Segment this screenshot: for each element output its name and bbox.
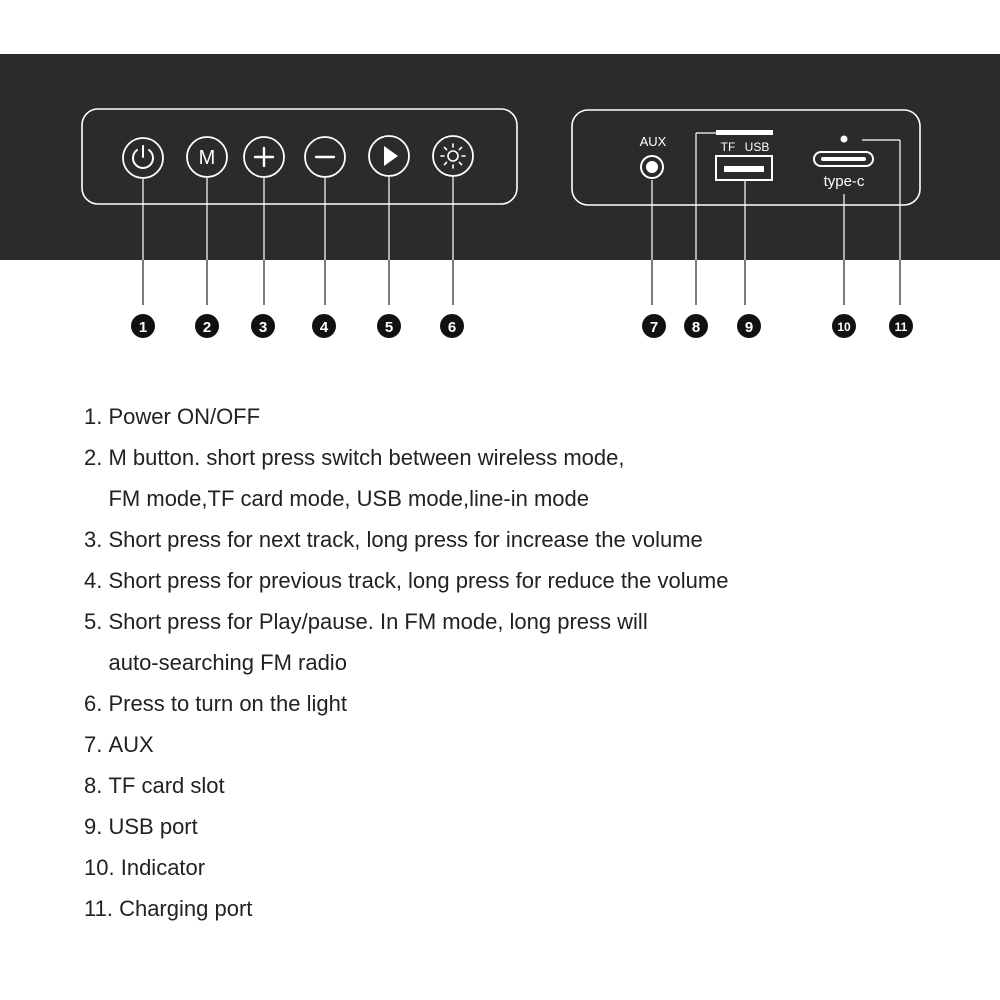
legend-item	[84, 765, 964, 806]
leader-lines-panel	[143, 133, 900, 260]
legend-list	[84, 396, 964, 929]
legend-text: Power ON/OFF	[108, 404, 261, 429]
legend-text: USB port	[108, 814, 198, 839]
marker-4	[312, 314, 336, 338]
svg-text:2: 2	[202, 319, 212, 336]
aux-port	[640, 134, 667, 178]
marker-3	[251, 314, 275, 338]
type-c-port	[814, 152, 873, 190]
svg-text:9: 9	[744, 319, 754, 336]
tf-label: TF	[720, 140, 736, 154]
marker-5	[377, 314, 401, 338]
legend-number: 5.	[84, 609, 103, 634]
legend-text: TF card slot	[108, 773, 225, 798]
legend-number: 7.	[84, 732, 103, 757]
marker-9	[737, 314, 761, 338]
play-pause-button[interactable]	[369, 136, 409, 176]
legend-text: M button. short press switch between wireless mode,	[108, 445, 625, 470]
plus-icon	[255, 148, 273, 166]
legend-number: 4.	[84, 568, 103, 593]
svg-text:11: 11	[894, 320, 908, 334]
legend-text: Indicator	[120, 855, 206, 880]
power-icon	[133, 146, 153, 168]
marker-8	[684, 314, 708, 338]
legend-text: Charging port	[119, 896, 253, 921]
volume-down-button[interactable]	[305, 137, 345, 177]
type-c-label: type-c	[823, 173, 865, 190]
legend-text: Press to turn on the light	[108, 691, 347, 716]
legend-number: 8.	[84, 773, 103, 798]
legend-item	[84, 806, 964, 847]
legend-item	[84, 560, 964, 601]
legend-text: Short press for next track, long press for increase the volume	[108, 527, 703, 552]
legend-text: FM mode,TF card mode, USB mode,line-in mode	[108, 486, 589, 511]
legend-number: 10.	[84, 855, 115, 880]
light-icon	[441, 144, 465, 168]
legend-number: 6.	[84, 691, 103, 716]
leader-lines-below	[143, 260, 900, 305]
legend-text: Short press for previous track, long press for reduce the volume	[108, 568, 729, 593]
legend-number: 9.	[84, 814, 103, 839]
legend-item	[84, 396, 964, 437]
svg-text:7: 7	[649, 319, 659, 336]
svg-text:3: 3	[258, 319, 268, 336]
light-button[interactable]	[433, 136, 473, 176]
m-letter-icon: M	[198, 147, 216, 169]
marker-2	[195, 314, 219, 338]
marker-1	[131, 314, 155, 338]
legend-number: 1.	[84, 404, 103, 429]
legend-item	[84, 437, 964, 519]
aux-label: AUX	[639, 134, 667, 149]
legend-item	[84, 724, 964, 765]
legend-item	[84, 888, 964, 929]
svg-text:4: 4	[319, 319, 329, 336]
legend-number: 3.	[84, 527, 103, 552]
button-panel-outline	[82, 109, 517, 204]
svg-text:10: 10	[837, 320, 851, 334]
legend-number: 2.	[84, 445, 103, 470]
port-panel-outline	[572, 110, 920, 205]
legend-text: auto-searching FM radio	[108, 650, 347, 675]
svg-text:1: 1	[138, 319, 148, 336]
legend-text: Short press for Play/pause. In FM mode, long press will	[108, 609, 648, 634]
svg-text:8: 8	[691, 319, 701, 336]
svg-text:5: 5	[384, 319, 394, 336]
svg-text:6: 6	[447, 319, 457, 336]
legend-item	[84, 683, 964, 724]
usb-label: USB	[744, 140, 770, 154]
marker-6	[440, 314, 464, 338]
callout-markers	[131, 314, 913, 338]
play-icon	[384, 146, 398, 166]
legend-item	[84, 519, 964, 560]
indicator-light	[841, 136, 848, 143]
marker-11	[889, 314, 913, 338]
mode-button[interactable]	[187, 137, 227, 177]
legend-item	[84, 847, 964, 888]
device-diagram	[0, 0, 1000, 360]
legend-item	[84, 601, 964, 683]
power-button[interactable]	[123, 138, 163, 178]
legend-number: 11.	[84, 896, 113, 921]
volume-up-button[interactable]	[244, 137, 284, 177]
legend-text: AUX	[108, 732, 154, 757]
marker-10	[832, 314, 856, 338]
marker-7	[642, 314, 666, 338]
